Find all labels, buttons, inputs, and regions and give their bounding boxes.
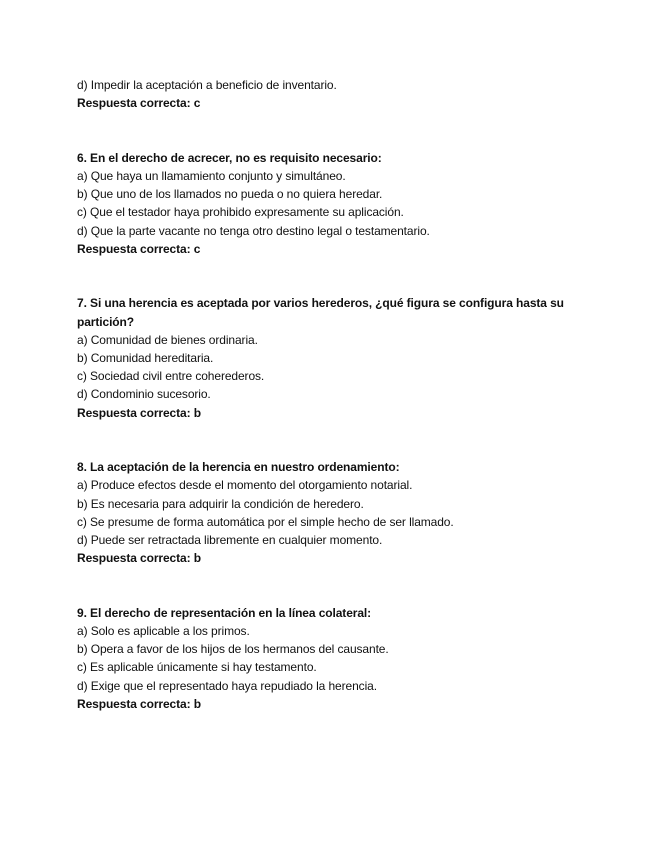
option-a: a) Solo es aplicable a los primos. [77,624,250,639]
spacer [77,112,582,148]
option-a: a) Que haya un llamamiento conjunto y simultáneo. [77,169,346,183]
option-d: d) Exige que el representado haya repudiado la herencia. [77,678,377,693]
spacer [77,258,582,294]
question-prompt: 7. Si una herencia es aceptada por varios herederos, ¿qué figura se configura hasta su partición? [77,296,564,329]
option-d: d) Que la parte vacante no tenga otro destino legal o testamentario. [77,223,430,238]
option-c: c) Se presume de forma automática por el simple hecho de ser llamado. [77,514,454,529]
option-b: b) Es necesaria para adquirir la condición de heredero. [77,496,364,511]
question-5-tail [77,76,582,112]
correct-answer: Respuesta correcta: b [77,405,201,420]
option-a: a) Comunidad de bienes ordinaria. [77,332,258,347]
option-b: b) Opera a favor de los hijos de los hermanos del causante. [77,642,389,657]
spacer [77,567,582,603]
correct-answer: Respuesta correcta: c [77,96,201,111]
question-prompt: 6. En el derecho de acrecer, no es requisito necesario: [77,150,382,165]
option-d: d) Puede ser retractada libremente en cualquier momento. [77,533,383,548]
document-content [77,76,582,713]
correct-answer: Respuesta correcta: c [77,241,201,256]
question-prompt: 8. La aceptación de la herencia en nuestro ordenamiento: [77,460,400,475]
question-8 [77,458,582,567]
question-7 [77,294,582,421]
question-9 [77,604,582,713]
option-d: d) Impedir la aceptación a beneficio de inventario. [77,78,337,92]
option-c: c) Sociedad civil entre coherederos. [77,369,265,384]
option-c: c) Es aplicable únicamente si hay testamento. [77,660,317,675]
option-b: b) Que uno de los llamados no pueda o no quiera heredar. [77,187,383,202]
question-prompt: 9. El derecho de representación en la línea colateral: [77,605,372,620]
question-6 [77,149,582,258]
option-b: b) Comunidad hereditaria. [77,351,214,366]
correct-answer: Respuesta correcta: b [77,551,201,566]
option-c: c) Que el testador haya prohibido expresamente su aplicación. [77,205,404,220]
option-d: d) Condominio sucesorio. [77,387,211,402]
option-a: a) Produce efectos desde el momento del otorgamiento notarial. [77,478,413,493]
spacer [77,422,582,458]
correct-answer: Respuesta correcta: b [77,696,201,711]
